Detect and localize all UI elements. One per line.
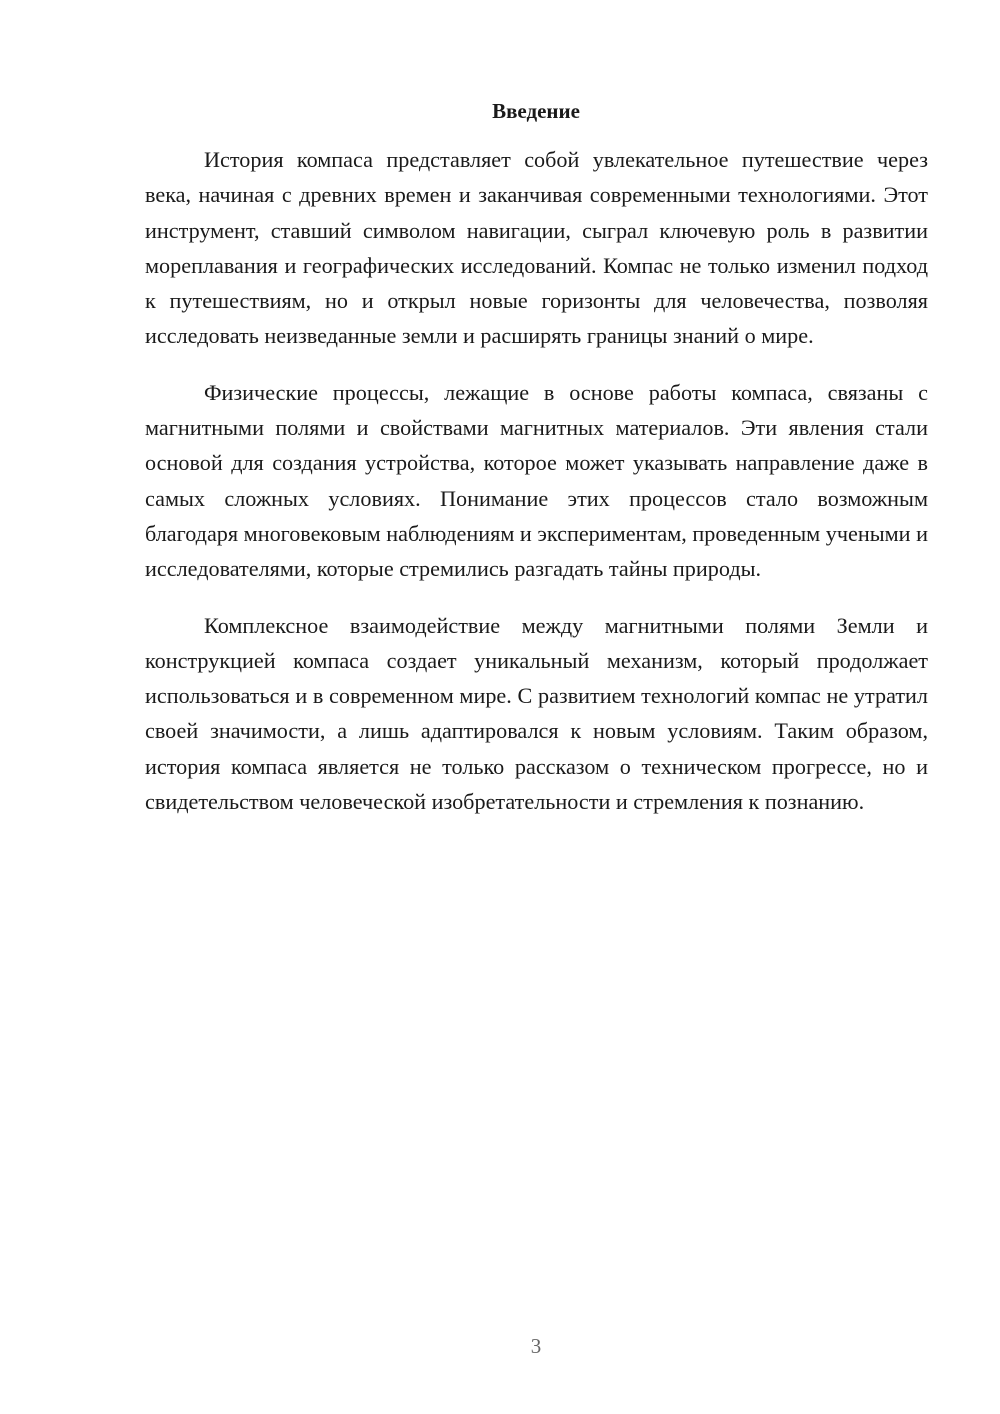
- section-heading: Введение: [492, 99, 580, 123]
- paragraph-3: Комплексное взаимодействие между магнитными полями Земли и конструкцией компаса создает уникальный механизм, который продолжает использоваться и в современном мире. С развитием технологий компас не утратил своей значимости, а лишь адаптировался к новым условиям. Таким образом, история компаса является не только рассказом о техническом прогрессе, но и свидетельством человеческой изобретательности и стремления к познанию.: [145, 612, 928, 815]
- body-text: [145, 142, 928, 840]
- paragraph-2: Физические процессы, лежащие в основе работы компаса, связаны с магнитными полями и свойствами магнитных материалов. Эти явления стали основой для создания устройства, которое может указывать направление даже в самых сложных условиях. Понимание этих процессов стало возможным благодаря многовековым наблюдениям и экспериментам, проведенным учеными и исследователями, которые стремились разгадать тайны природы.: [145, 379, 928, 582]
- paragraph-1: История компаса представляет собой увлекательное путешествие через века, начиная с древних времен и заканчивая современными технологиями. Этот инструмент, ставший символом навигации, сыграл ключевую роль в развитии мореплавания и географических исследований. Компас не только изменил подход к путешествиям, но и открыл новые горизонты для человечества, позволяя исследовать неизведанные земли и расширять границы знаний о мире.: [145, 147, 928, 349]
- page-number: 3: [530, 1334, 542, 1358]
